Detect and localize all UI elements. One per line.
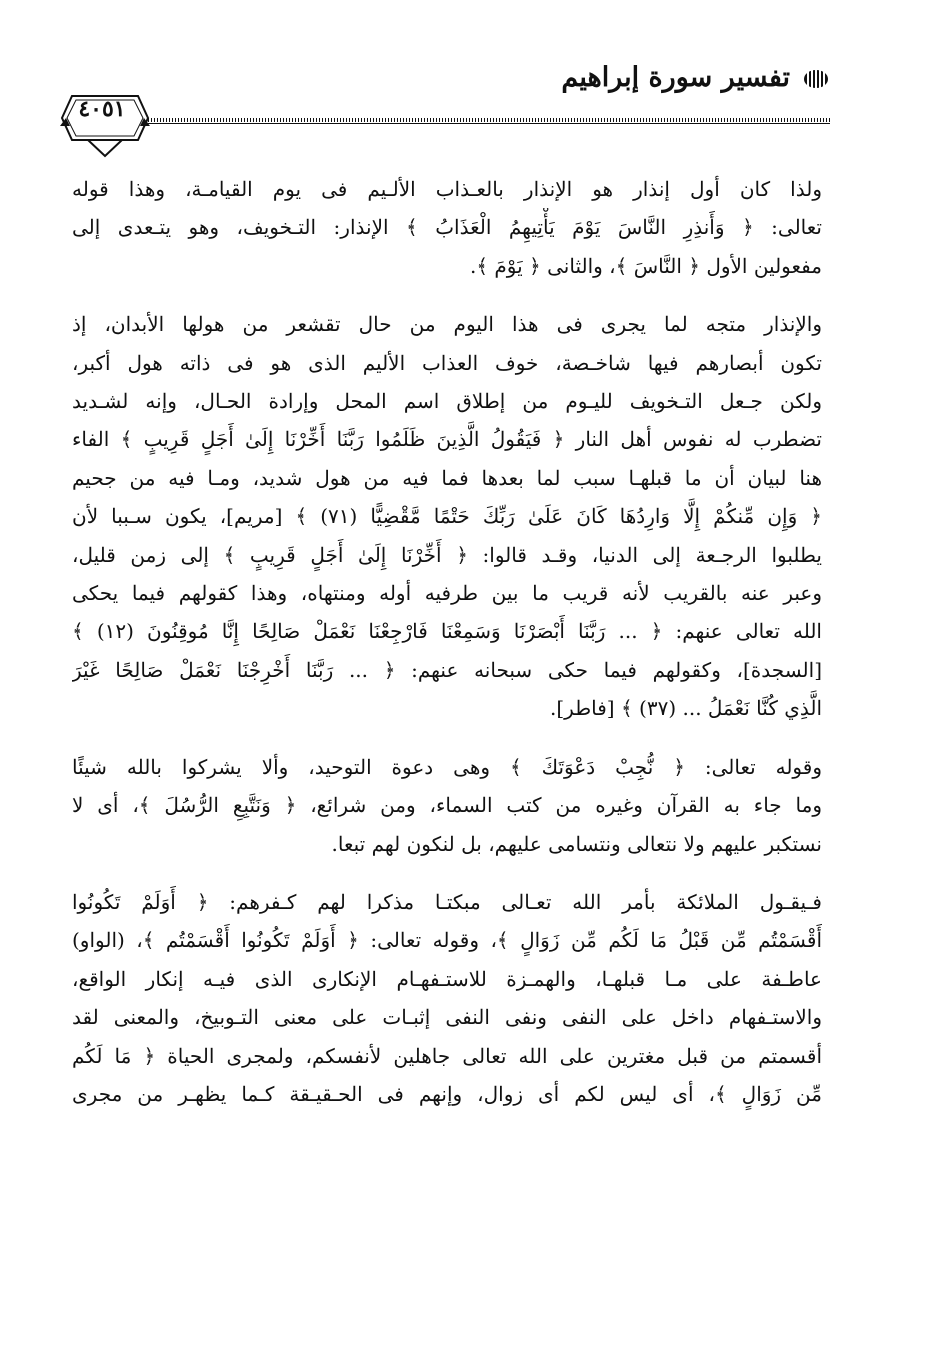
text-line: الَّذِي كُنَّا نَعْمَلُ ... (٣٧) ﴾ [فاطر]. (550, 696, 822, 721)
text-line: تضطرب له نفوس أهل النار ﴿ فَيَقُولُ الَّذِينَ ظَلَمُوا رَبَّنَا أَخِّرْنَا إِلَىٰ أَجَلٍ قَرِيبٍ ﴾ الفاء (72, 427, 822, 452)
text-line: ولذا كان أول إنذار هو الإنذار بالعـذاب الألـيم فى يوم القيامـة، وهذا قوله (72, 177, 822, 201)
text-line: يطلبوا الرجـعة إلى الدنيا، وقـد قالوا: ﴿ أَخِّرْنَا إِلَىٰ أَجَلٍ قَرِيبٍ ﴾ إلى زمن قليل، (72, 542, 822, 567)
header-ornament-icon (802, 68, 830, 90)
text-line: نستكبر عليهم ولا نتعالى ونتسامى عليهم، بل لنكون لهم تبعا. (331, 831, 822, 856)
text-line: وعبر عنه بالقريب لأنه قريب ما بين طرفيه أوله ومنتهاه، وهذا كقولهم فيما يحكى (72, 581, 822, 606)
paragraph (72, 170, 822, 285)
header-rule (142, 118, 830, 122)
text-line: وقوله تعالى: ﴿ نُّجِبْ دَعْوَتَكَ ﴾ وهى دعوة التوحيد، وألا يشركوا بالله شيئًا (72, 754, 822, 779)
text-line: أَقْسَمْتُم مِّن قَبْلُ مَا لَكُم مِّن زَوَالٍ ﴾، وقوله تعالى: ﴿ أَوَلَمْ تَكُونُوا أَقْسَمْتُم ﴾، (الواو) (72, 928, 822, 953)
text-line: ﴿ وَإِن مِّنكُمْ إِلَّا وَارِدُهَا كَانَ عَلَىٰ رَبِّكَ حَتْمًا مَّقْضِيًّا (٧١) ﴾ [مريم]، يكون سـببا لأن (72, 504, 822, 529)
text-line: مِّن زَوَالٍ ﴾، أى ليس لكم أى زوال، وإنهم فى الحـقيـقة كـما يظهـر من مجرى (72, 1081, 822, 1106)
text-line: وما جاء به القرآن وغيره من كتب السماء، ومن شرائع، ﴿ وَنَتَّبِعِ الرُّسُلَ ﴾، أى لا (72, 793, 822, 818)
paragraph (72, 883, 822, 1113)
text-line: عاطـفة على مـا قبلهـا، والهمـزة للاستـفهـام الإنكارى الذى فيـه إنكار الواقع، (72, 966, 822, 991)
text-line: والاستـفهام داخل على النفى ونفى النفى إثبـات على معنى التـوبيخ، والمعنى لقد (72, 1005, 822, 1030)
text-line: تكون أبصارهم فيها شاخـصة، خوف العذاب الأليم الذى هو فى ذاته هول أكبر، (72, 350, 822, 375)
text-line: هنا لبيان أن ما قبلهـا سبب لما بعدها فما فيه من هول شديد، ومـا فيه من جحيم (72, 465, 822, 490)
text-line: أقسمتم من قبل مغترين على الله تعالى جاهلين لأنفسكم، ولمجرى الحياة ﴿ مَا لَكُم (72, 1043, 822, 1068)
text-line: الله تعالى عنهم: ﴿ ... رَبَّنَا أَبْصَرْنَا وَسَمِعْنَا فَارْجِعْنَا نَعْمَلْ صَالِحًا إِنَّا مُوقِنُونَ (١٢) ﴾ (72, 619, 822, 644)
paragraph (72, 305, 822, 727)
text-line: مفعولين الأول ﴿ النَّاسَ ﴾، والثانى ﴿ يَوْمَ ﴾. (469, 253, 822, 278)
page-number: ٤٠٥١ (78, 96, 126, 122)
text-line: والإنذار متجه لما يجرى فى هذا اليوم من حال تقشعر من هولها الأبدان، إذ (72, 312, 822, 337)
text-line: تعالى: ﴿ وَأَنذِرِ النَّاسَ يَوْمَ يَأْتِيهِمُ الْعَذَابُ ﴾ الإنذار: التـخويف، وهو يتـعدى إلى (72, 215, 822, 240)
paragraph (72, 748, 822, 863)
page-body (72, 170, 822, 1133)
text-line: فـيقـول الملائكة بأمر الله تعـالى مبكتـا مذكرا لهم كـفرهم: ﴿ أَوَلَمْ تَكُونُوا (72, 889, 822, 914)
text-line: [السجدة]، وكقولهم فيما حكى سبحانه عنهم: ﴿ ... رَبَّنَا أَخْرِجْنَا نَعْمَلْ صَالِحًا غَيْرَ (72, 657, 822, 682)
page-header (60, 52, 830, 162)
text-line: ولكن جـعل التـخويف لليـوم من إطلاق اسم المحل وإرادة الحـال، وإنه لشـديد (72, 389, 822, 414)
header-rule-thin (142, 123, 830, 124)
running-header-title: تفسير سورة إبراهيم (561, 62, 790, 93)
